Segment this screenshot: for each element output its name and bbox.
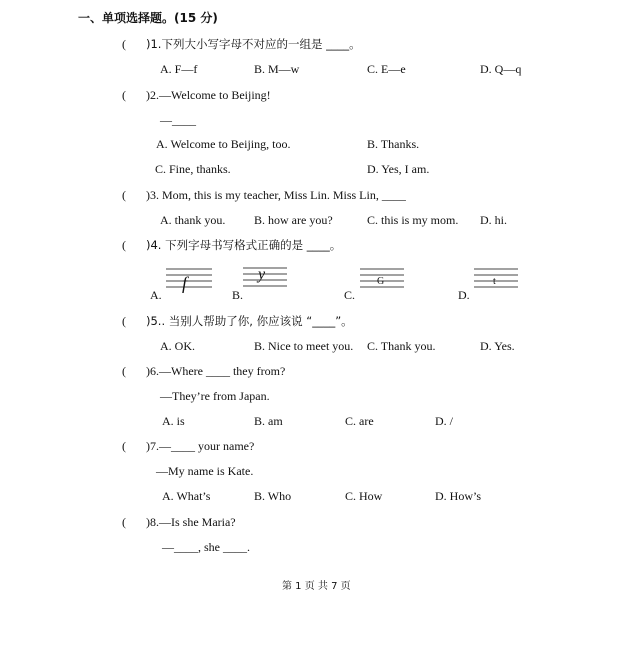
question-7-stem: )7.—____ your name? <box>146 439 255 453</box>
answer-bracket[interactable]: ( <box>122 37 126 51</box>
answer-bracket[interactable]: ( <box>122 314 126 328</box>
page-number: 第 1 页 共 7 页 <box>282 581 351 592</box>
q4-option-d-label[interactable]: D. <box>458 288 470 302</box>
q5-option-b[interactable]: B. Nice to meet you. <box>254 339 354 353</box>
question-4-stem: )4. 下列字母书写格式正确的是 ____。 <box>146 238 342 252</box>
question-8-stem: )8.—Is she Maria? <box>146 515 236 529</box>
q3-option-a[interactable]: A. thank you. <box>160 213 226 227</box>
q2-option-b[interactable]: B. Thanks. <box>367 137 420 151</box>
q7-option-a[interactable]: A. What’s <box>162 489 211 503</box>
q6-option-d[interactable]: D. / <box>435 414 453 428</box>
q7-option-d[interactable]: D. How’s <box>435 489 482 503</box>
q2-option-c[interactable]: C. Fine, thanks. <box>155 162 231 176</box>
q3-option-c[interactable]: C. this is my mom. <box>367 213 459 227</box>
q5-option-d[interactable]: D. Yes. <box>480 339 515 353</box>
q4-option-c-writing-lines <box>360 266 404 298</box>
question-6-stem: )6.—Where ____ they from? <box>146 364 286 378</box>
q4-option-d-writing-lines <box>474 266 518 298</box>
answer-bracket[interactable]: ( <box>122 439 126 453</box>
question-2-stem: )2.—Welcome to Beijing! <box>146 88 271 102</box>
question-5-stem: )5.. 当别人帮助了你, 你应该说 “____”。 <box>146 314 353 328</box>
q1-option-d[interactable]: D. Q—q <box>480 62 522 76</box>
q6-option-b[interactable]: B. am <box>254 414 283 428</box>
q1-option-b[interactable]: B. M—w <box>254 62 300 76</box>
answer-bracket[interactable]: ( <box>122 364 126 378</box>
answer-bracket[interactable]: ( <box>122 515 126 529</box>
q4-option-b-label[interactable]: B. <box>232 288 244 302</box>
q7-option-c[interactable]: C. How <box>345 489 383 503</box>
answer-bracket[interactable]: ( <box>122 88 126 102</box>
q3-option-d[interactable]: D. hi. <box>480 213 507 227</box>
q1-option-c[interactable]: C. E—e <box>367 62 406 76</box>
q2-option-d[interactable]: D. Yes, I am. <box>367 162 430 176</box>
q4-option-d-letter: t <box>493 276 496 287</box>
q4-option-c-letter: G <box>377 276 385 287</box>
q4-option-a-writing-lines <box>166 266 212 298</box>
q4-option-c-label[interactable]: C. <box>344 288 356 302</box>
q1-option-a[interactable]: A. F—f <box>160 62 198 76</box>
q3-option-b[interactable]: B. how are you? <box>254 213 333 227</box>
q6-option-c[interactable]: C. are <box>345 414 374 428</box>
q4-option-b-writing-lines <box>243 265 287 297</box>
answer-bracket[interactable]: ( <box>122 238 126 252</box>
question-1-stem: )1.下列大小写字母不对应的一组是 ____。 <box>146 37 361 51</box>
q6-reply: —They’re from Japan. <box>160 389 270 403</box>
answer-bracket[interactable]: ( <box>122 188 126 202</box>
q7-reply: —My name is Kate. <box>156 464 254 478</box>
section-title: 一、单项选择题。(15 分) <box>78 11 218 25</box>
q5-option-c[interactable]: C. Thank you. <box>367 339 436 353</box>
q5-option-a[interactable]: A. OK. <box>160 339 195 353</box>
q2-option-a[interactable]: A. Welcome to Beijing, too. <box>156 137 291 151</box>
q4-option-a-letter: f <box>182 273 188 293</box>
q2-reply: —____ <box>160 113 196 127</box>
question-3-stem: )3. Mom, this is my teacher, Miss Lin. Miss Lin, ____ <box>146 188 406 202</box>
q4-option-b-letter: y <box>258 266 266 283</box>
q8-reply: —____, she ____. <box>162 540 250 554</box>
q7-option-b[interactable]: B. Who <box>254 489 292 503</box>
q6-option-a[interactable]: A. is <box>162 414 185 428</box>
q4-option-a-label[interactable]: A. <box>150 288 162 302</box>
